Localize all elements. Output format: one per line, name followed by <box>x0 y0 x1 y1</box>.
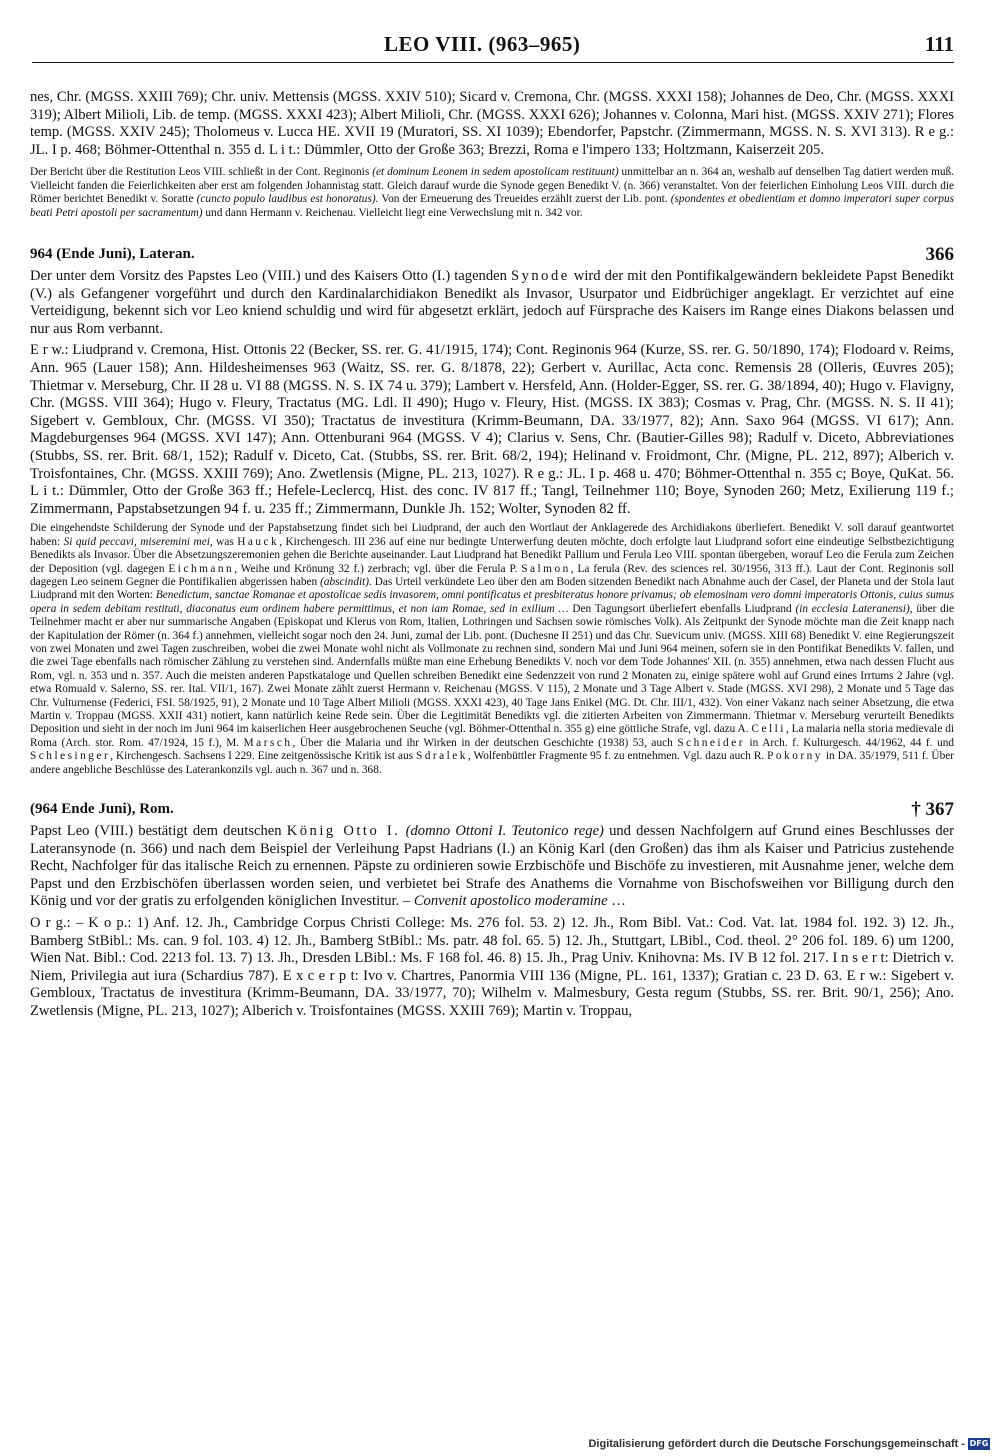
dfg-logo-icon: DFG <box>969 1439 989 1448</box>
entry-date: 964 (Ende Juni), Lateran. <box>30 246 195 262</box>
running-head-title: LEO VIII. (963–965) <box>384 32 581 56</box>
page-number: 111 <box>924 32 954 56</box>
entry-summary: Der unter dem Vorsitz des Papstes Leo (VIII.) und des Kaisers Otto (I.) tagenden Synode wird der mit den Pontifikalgewändern bekleidete Papst Benedikt (V.) als Gefangener vorgeführt und durch den Kardinalarchidiakon Benedikt als Invasor, Usurpator und Eidbrüchiger angeklagt. Er verzichtet auf eine Verteidigung, bekennt sich vor Leo kniend schuldig und wird für abgesetzt erklärt, jedoch auf Fürsprache des Kaisers im Range eines Diakons belassen und nur aus Rom verbannt. <box>30 268 954 337</box>
entry-sources: E r w.: Liudprand v. Cremona, Hist. Ottonis 22 (Becker, SS. rer. G. 41/1915, 174); Cont. Reginonis 964 (Kurze, SS. rer. G. 50/1890, 174); Flodoard v. Reims, Ann. 965 (Lauer 158); Ann. Hildesheimenses 963 (Waitz, SS. rer. G. 8/1878, 22); Gerbert v. Aurillac, Acta conc. Remensis 28 (Olleris, Œuvres 205); Thietmar v. Merseburg, Chr. II 28 u. VI 88 (MGSS. N. S. IX 74 u. 379); Lambert v. Hersfeld, Ann. (Holder-Egger, SS. rer. G. 38/1894, 40); Hugo v. Flavigny, Chr. (MGSS. VIII 364); Hugo v. Fleury, Tractatus (MG. Ldl. II 490); Hugo v. Fleury, Hist. (MGSS. IX 383); Cosmas v. Prag, Chr. (MGSS. N. S. II 41); Sigebert v. Gembloux, Chr. (MGSS. VI 350); Tractatus de investitura (Krimm-Beumann, DA. 33/1977, 82); Ann. Saxo 964 (MGSS. VI 617); Ann. Magdeburgenses 964 (MGSS. XVI 147); Ann. Ottenburani 964 (MGSS. V 4); Clarius v. Sens, Chr. (Bautier-Gilles 98); Radulf v. Diceto, Abbreviationes (Stubbs, SS. rer. Brit. 68/1, 152); Radulf v. Diceto, Cat. (Stubbs, SS. rer. Brit. 68/2, 194); Helinand v. Froidmont, Chr. (Migne, PL. 212, 897); Alberich v. Troisfontaines, Chr. (MGSS. XXIII 769); Ano. Zwetlensis (Migne, PL. 213, 1027). R e g.: JL. I p. 468 u. 470; Böhmer-Ottenthal n. 355 c; Boye, QuKat. 56. L i t.: Dümmler, Otto der Große 363 ff.; Hefele-Leclercq, Hist. des conc. IV 817 ff.; Tangl, Teilnehmer 110; Boye, Synoden 260; Metz, Exilierung 119 f.; Zimmermann, Papstabsetzungen 94 f. u. 235 ff.; Zimmermann, Dunkle Jh. 152; Wolter, Synoden 82 ff. <box>30 342 954 517</box>
regest-entry <box>30 799 954 1021</box>
entry-date: (964 Ende Juni), Rom. <box>30 801 174 818</box>
regest-entry <box>30 244 954 777</box>
entry-heading <box>30 244 954 266</box>
entry-summary: Papst Leo (VIII.) bestätigt dem deutschen König Otto I. (domno Ottoni I. Teutonico rege) und dessen Nachfolgern auf Grund eines Beschlusses der Lateransynode (n. 366) und nach dem Beispiel der Verleihung Papst Hadrians (I.) an König Karl (den Großen) das ihm als Kaiser und Patricius zustehende Recht, Nachfolger für das italische Reich zu ernennen. Päpste zu ordinieren sowie Erzbischöfe und Bischöfe zu investieren, mit Ausnahme jener, welche dem Papst und den Erzbischöfen überlassen worden seien, und verbietet bei Strafe des Anathems die Vornahme von Bischofsweihen vor Billigung durch den König und vor der gratis zu erfolgenden königlichen Investitur. – Convenit apostolico moderamine … <box>30 823 954 910</box>
entry-note: Die eingehendste Schilderung der Synode und der Papstabsetzung findet sich bei Liudprand, der auch den Wortlaut der Anklagerede des Archidiakons überliefert. Benedikt V. soll darauf geantwortet haben: Si quid peccavi, miseremini mei, was Hauck, Kirchengesch. III 236 auf eine nur bedingte Unterwerfung deuten möchte, doch erfolgte laut Liudprand sofort eine eindeutige Selbstbezichtigung Benedikts als Invasor. Über die Absetzungszeremonien gehen die Berichte auseinander. Laut Liudprand hat Benedikt Pallium und Ferula Leo VIII. spontan übergeben, worauf Leo die Ferula zum Zeichen der Deposition (vgl. dagegen Eichmann, Weihe und Krönung 32 f.) zerbrach; vgl. über die Ferula P. Salmon, La ferula (Rev. des sciences rel. 30/1956, 313 ff.). Laut der Cont. Reginonis soll dagegen Leo seinem Gegner die Pontifikalien abgerissen haben (abscindit). Das Urteil verkündete Leo über den am Boden sitzenden Benedikt nach Abnahme auch der Casel, der Planeta und der Stola laut Liudprand mit den Worten: Benedictum, sanctae Romanae et apostolicae sedis invasorem, omni pontificatus et presbiteratus honore privamus; ob elemosinam vero domni imperatoris Ottonis, cuius sumus opera in sedem debitam restituti, diaconatus eum ordinem habere permittimus, et non iam Romae, sed in exilium … Den Tagungsort überliefert ebenfalls Liudprand (in ecclesia Lateranensi), über die Teilnehmer macht er aber nur summarische Angaben (Episkopat und Klerus von Rom, Italien, Lothringen und Sachsen sowie römisches Volk). Als Zeitpunkt der Synode möchte man die Zeit knapp nach der Kapitulation der Römer (n. 364 f.) annehmen, vielleicht sogar noch den 24. Juni, zumal der Lib. pont. (Duchesne II 251) und das Chr. Suevicum univ. (MGSS. XIII 68) Benedikt V. eine Regierungszeit von zwei Monaten und zwei Tagen zuschreiben, wobei die zwei Monate wohl nicht als Vollmonate zu rechnen sind, sondern Mai und Juni 964 meinen, sofern sie in den Pontifikat Benedikts V. fallen, und die zwei Tage ebenfalls nach römischer Zählung zu verstehen sind. Andernfalls müßte man eine Erhebung Benedikts V. noch vor dem Tode Johannes' XII. (n. 355) annehmen, etwa nach dessen Flucht aus Rom, vgl. n. 353 und n. 357. Auch die meisten anderen Papstkataloge und Quellen schreiben Benedikt eine Sedenzzeit von rund 2 Monaten zu, einige spätere wohl auf Grund eines Irrtums 2 Jahre (vgl. etwa Romuald v. Salerno, SS. rer. Ital. VII/1, 167). Zwei Monate zählt zuerst Hermann v. Reichenau (MGSS. V 115), 2 Monate und 3 Tage Albert v. Stade (MGSS. XVI 298), 2 Monate und 5 Tage das Chr. Vulturnense (Federici, FSI. 58/1925, 91), 2 Monate und 10 Tage Albert Milioli (MGSS. XXXI 423), 40 Tage Jans Enikel (MG. Dt. Chr. III/1, 432). Von einer Vakanz nach seiner Absetzung, die etwa Martin v. Troppau (MGSS. XXII 431) notiert, kann natürlich keine Rede sein. Über die Legitimität Benedikts vgl. die zitierten Arbeiten von Zimmermann. Thietmar v. Merseburg verurteilt Benedikts Deposition und sieht in der noch im Juni 964 im kaiserlichen Heer ausgebrochenen Seuche (vgl. Böhmer-Ottenthal n. 355 g) eine göttliche Strafe, vgl. dazu A. Celli, La malaria nella storia medievale di Roma (Arch. stor. Rom. 47/1924, 15 f.), M. Marsch, Über die Malaria und ihr Wirken in der deutschen Geschichte (1938) 53, auch Schneider in Arch. f. Kulturgesch. 44/1962, 44 f. und Schlesinger, Kirchengesch. Sachsens I 229. Eine zeitgenössische Kritik ist aus Sdralek, Wolfenbüttler Fragmente 95 f. zu entnehmen. Vgl. dazu auch R. Pokorny in DA. 35/1979, 511 f. Über andere angebliche Beschlüsse des Laterankonzils vgl. auch n. 367 und n. 368. <box>30 522 955 776</box>
entry-heading <box>30 799 954 821</box>
entry-number: † 367 <box>911 799 954 821</box>
document-page <box>30 28 954 1021</box>
entry-number: 366 <box>925 244 954 265</box>
entry-sources: O r g.: – K o p.: 1) Anf. 12. Jh., Cambridge Corpus Christi College: Ms. 276 fol. 53. 2) 12. Jh., Rom Bibl. Vat.: Cod. Vat. lat. 1984 fol. 192. 3) 12. Jh., Bamberg StBibl.: Ms. can. 9 fol. 103. 4) 12. Jh., Bamberg StBibl.: Ms. patr. 48 fol. 65. 5) 12. Jh., Stuttgart, LBibl., Cod. theol. 2° 206 fol. 189. 6) um 1200, Wien Nat. Bibl.: Cod. 2213 fol. 13. 7) 13. Jh., Dresden LBibl.: Ms. F 168 fol. 46. 8) 15. Jh., Prag Univ. Knihovna: Ms. IV B 12 fol. 217. I n s e r t: Dietrich v. Niem, Privilegia aut iura (Schardius 787). E x c e r p t: Ivo v. Chartres, Panormia VIII 136 (Migne, PL. 161, 1337); Gratian c. 23 D. 63. E r w.: Sigebert v. Gembloux, Tractatus de investitura (Krimm-Beumann, DA. 33/1977, 70); Wilhelm v. Malmesbury, Gesta regum (Stubbs, SS. rer. Brit. 90/1, 256); Ano. Zwetlensis (Migne, PL. 213, 1027); Alberich v. Troisfontaines (MGSS. XXIII 769); Martin v. Troppau, <box>30 915 954 1019</box>
continuation-text: nes, Chr. (MGSS. XXIII 769); Chr. univ. Mettensis (MGSS. XXIV 510); Sicard v. Cremona, Chr. (MGSS. XXXI 158); Johannes de Deo, Chr. (MGSS. XXXI 319); Albert Milioli, Lib. de temp. (MGSS. XXXI 423); Albert Milioli, Chr. (MGSS. XXXI 626); Johannes v. Colonna, Mari hist. (MGSS. XXIV 271); Flores temp. (MGSS. XXIV 245); Tholomeus v. Lucca HE. XVII 19 (Muratori, SS. XI 1039); Ebendorfer, Papstchr. (Zimmermann, MGSS. N. S. XVI 313). R e g.: JL. I p. 468; Böhmer-Ottenthal n. 355 d. L i t.: Dümmler, Otto der Große 363; Brezzi, Roma e l'impero 133; Holtzmann, Kaiserzeit 205. <box>30 89 954 158</box>
digitization-footer <box>588 1438 990 1450</box>
footer-text: Digitalisierung gefördert durch die Deutsche Forschungsgemeinschaft - <box>588 1438 965 1450</box>
continuation-note: Der Bericht über die Restitution Leos VIII. schließt in der Cont. Reginonis (et dominum Leonem in sedem apostolicam restituunt) unmittelbar an n. 364 an, weshalb auf denselben Tag datiert werden muß. Vielleicht fanden die Feierlichkeiten aber erst am folgenden Johannistag statt. Gleich darauf wurde die Synode gegen Benedikt V. (n. 366) veranstaltet. Von der feierlichen Einholung Leos VIII. durch die Römer berichtet Benedikt v. Soratte (cuncto populo laudibus est honoratus). Von der Erneuerung des Treueides erzählt zuerst der Lib. pont. (spondentes et obedientiam et domno imperatori super corpus beati Petri apostoli per sacramentum) und dann Hermann v. Reichenau. Vielleicht liegt eine Verwechslung mit n. 342 vor. <box>30 166 954 219</box>
running-head <box>32 28 954 63</box>
